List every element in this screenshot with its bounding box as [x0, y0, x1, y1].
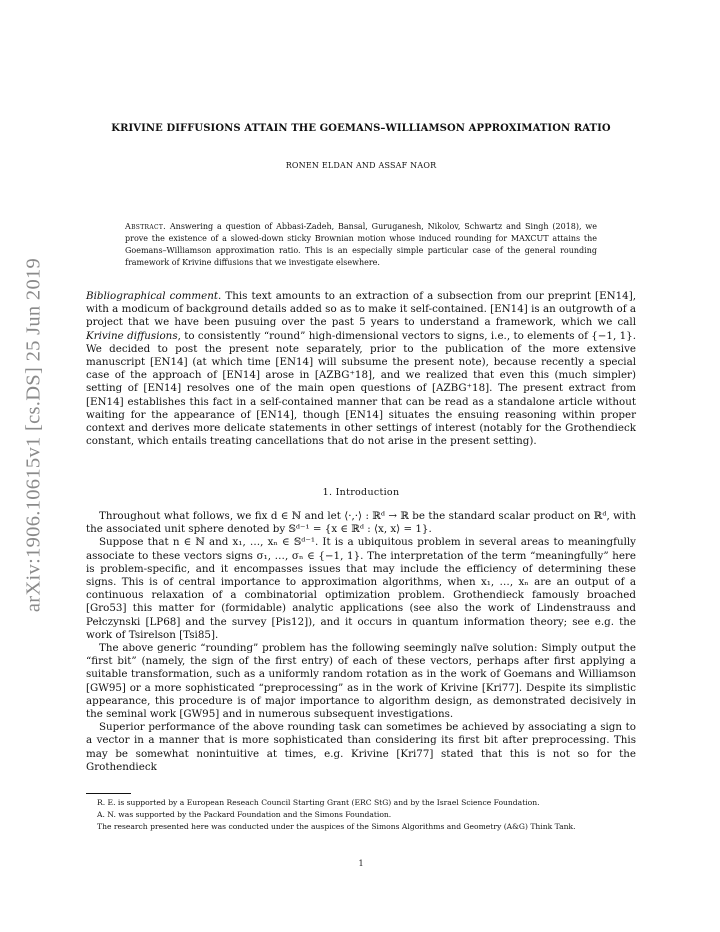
page-number: 1 [358, 859, 364, 868]
introduction-body [86, 510, 636, 774]
intro-paragraph-1: Throughout what follows, we fix d ∈ ℕ and let ⟨·,·⟩ : ℝᵈ → ℝ be the standard scalar product on ℝᵈ, with the associated unit sphere denoted by 𝕊ᵈ⁻¹ = {x ∈ ℝᵈ : ⟨x, x⟩ = 1}. [86, 510, 636, 536]
abstract-label: Abstract. [125, 222, 166, 231]
footnotes [97, 797, 637, 834]
intro-paragraph-2: Suppose that n ∈ ℕ and x₁, …, xₙ ∈ 𝕊ᵈ⁻¹. It is a ubiquitous problem in several areas to meaningfully associate to these vectors signs σ₁, …, σₙ ∈ {−1, 1}. The interpretation of the term “meaningfully” here is problem-specific, and it encompasses issues that may include the efficiency of determining these signs. This is of central importance to approximation algorithms, when x₁, …, xₙ are an output of a continuous relaxation of a combinatorial optimization problem. Grothendieck famously broached [Gro53] this matter for (formidable) analytic applications (see also the work of Lindenstrauss and Pełczynski [LP68] and the survey [Pis12]), and it occurs in quantum information theory; see e.g. the work of Tsirelson [Tsi85]. [86, 536, 636, 641]
intro-paragraph-4: Superior performance of the above rounding task can sometimes be achieved by associating a sign to a vector in a manner that is more sophisticated than considering its first bit after preprocessing. This may be somewhat nonintuitive at times, e.g. Krivine [Kri77] stated that this is not so for the Grothendieck [86, 721, 636, 773]
footnote-rule [86, 793, 131, 794]
intro-paragraph-3: The above generic “rounding” problem has the following seemingly naïve solution: Simply output the “first bit” (namely, the sign of the first entry) of each of these vectors, perhaps after first applying a suitable transformation, such as a uniformly random rotation as in the work of Goemans and Williamson [GW95] or a more sophisticated “preprocessing” as in the work of Krivine [Kri77]. Despite its simplistic appearance, this procedure is of major importance to algorithm design, as demonstrated decisively in the seminal work [GW95] and in numerous subsequent investigations. [86, 642, 636, 721]
arxiv-identifier-text: arXiv:1906.10615v1 [cs.DS] 25 Jun 2019 [22, 257, 45, 613]
footnote: A. N. was supported by the Packard Foundation and the Simons Foundation. [97, 810, 392, 820]
footnote: R. E. is supported by a European Reseach Council Starting Grant (ERC StG) and by the Israel Science Foundation. [97, 798, 540, 807]
bib-comment-label: Bibliographical comment. [86, 290, 222, 302]
bib-comment-italic: Krivine diffusions [86, 329, 178, 342]
paper-title: KRIVINE DIFFUSIONS ATTAIN THE GOEMANS–WILLIAMSON APPROXIMATION RATIO [111, 123, 611, 134]
bibliographical-comment [86, 290, 636, 448]
arxiv-identifier [14, 230, 54, 640]
section-heading: 1. Introduction [322, 487, 400, 498]
bib-comment-text-2: , to consistently “round” high-dimensional vectors to signs, i.e., to elements of {−1, 1}. We decided to post the present note separately, prior to the publication of the more extensive manuscript [EN14] (at which time [EN14] will subsume the present note), because recently a special case of the approach of [EN14] arose in [AZBG⁺18], and we realized that even this (much simpler) setting of [EN14] resolves one of the main open questions of [AZBG⁺18]. The present extract from [EN14] establishes this fact in a self-contained manner that can be read as a standalone article without waiting for the appearance of [EN14], though [EN14] situates the ensuing reasoning within proper context and derives more delicate statements in other settings of interest (notably for the Grothendieck constant, which entails treating cancellations that do not arise in the present setting). [86, 329, 636, 448]
paper-authors: RONEN ELDAN AND ASSAF NAOR [285, 161, 437, 170]
abstract [125, 221, 597, 269]
bib-comment-text-1: This text amounts to an extraction of a subsection from our preprint [EN14], with a modicum of background details added so as to make it self-contained. [EN14] is an outgrowth of a project that we have been pusuing over the past 5 years to understand a framework, which we call [86, 290, 636, 329]
footnote: The research presented here was conducted under the auspices of the Simons Algorithms and Geometry (A&G) Think Tank. [97, 822, 576, 832]
abstract-text: Answering a question of Abbasi-Zadeh, Bansal, Guruganesh, Nikolov, Schwartz and Singh (2018), we prove the existence of a slowed-down sticky Brownian motion whose induced rounding for MAXCUT attains the Goemans–Williamson approximation ratio. This is an especially simple particular case of the general rounding framework of Krivine diffusions that we investigate elsewhere. [125, 222, 598, 267]
